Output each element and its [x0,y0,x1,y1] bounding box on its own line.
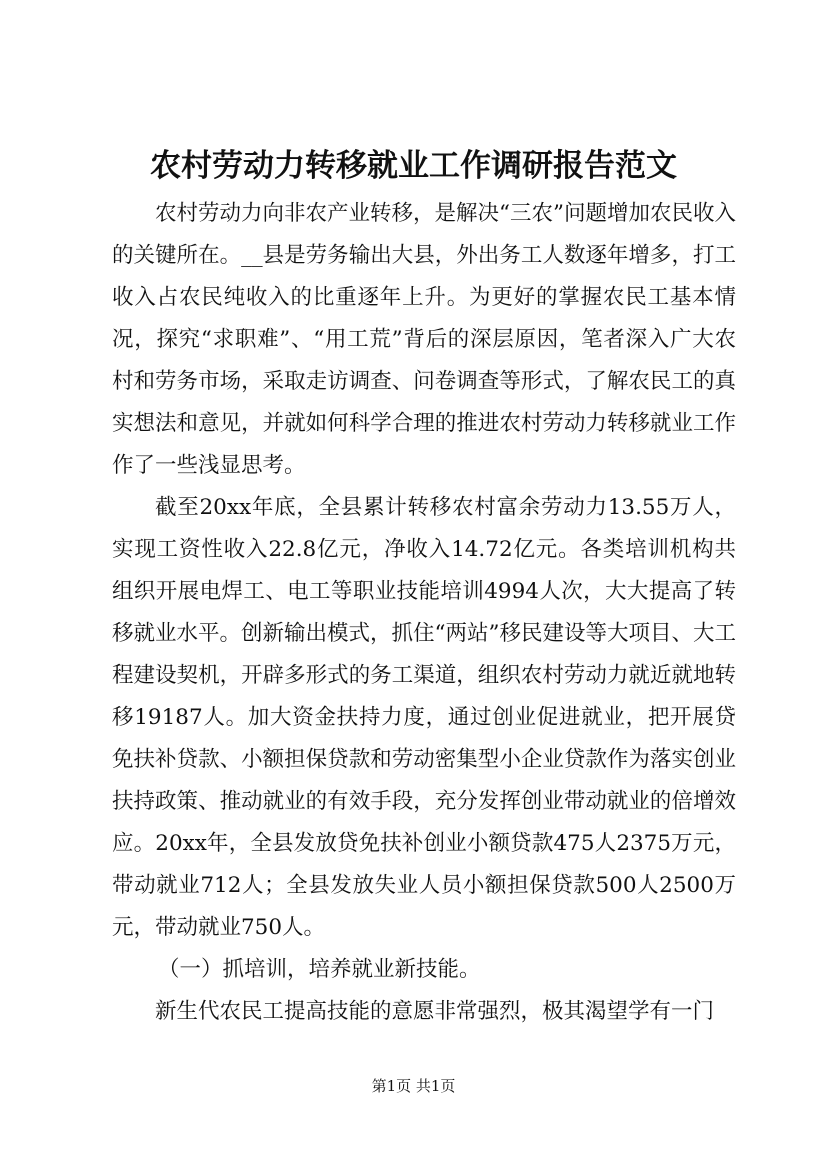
paragraph-intro: 农村劳动力向非农产业转移，是解决“三农”问题增加农民收入的关键所在。__县是劳务输出大县，外出务工人数逐年增多，打工收入占农民纯收入的比重逐年上升。为更好的掌握农民工基本情况，探究“求职难”、“用工荒”背后的深层原因，笔者深入广大农村和劳务市场，采取走访调查、问卷调查等形式，了解农民工的真实想法和意见，并就如何科学合理的推进农村劳动力转移就业工作作了一些浅显思考。 [112,201,736,478]
paragraph-training: 新生代农民工提高技能的意愿非常强烈，极其渴望学有一门 [155,999,715,1024]
page-footer: 第1页 共1页 [371,1077,456,1095]
document-body [112,193,736,1033]
document-title: 农村劳动力转移就业工作调研报告范文 [150,148,677,184]
section-heading-training: （一）抓培训，培养就业新技能。 [158,957,481,982]
paragraph-statistics: 截至20xx年底，全县累计转移农村富余劳动力13.55万人，实现工资性收入22.8亿元，净收入14.72亿元。各类培训机构共组织开展电焊工、电工等职业技能培训4994人次，大大提高了转移就业水平。创新输出模式，抓住“两站”移民建设等大项目、大工程建设契机，开辟多形式的务工渠道，组织农村劳动力就近就地转移19187人。加大资金扶持力度，通过创业促进就业，把开展贷免扶补贷款、小额担保贷款和劳动密集型小企业贷款作为落实创业扶持政策、推动就业的有效手段，充分发挥创业带动就业的倍增效应。20xx年，全县发放贷免扶补创业小额贷款475人2375万元，带动就业712人；全县发放失业人员小额担保贷款500人2500万元，带动就业750人。 [112,495,736,940]
